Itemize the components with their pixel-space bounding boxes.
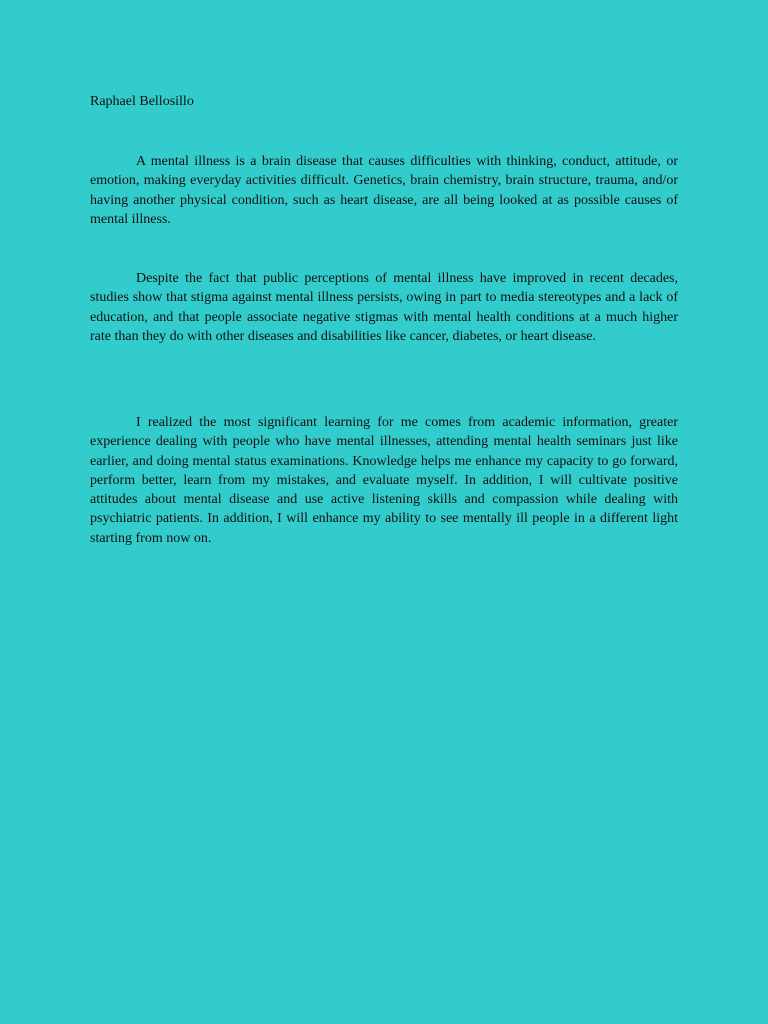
paragraph-definition: A mental illness is a brain disease that causes difficulties with thinking, conduct, attitude, or emotion, making everyday activities difficult. Genetics, brain chemistry, brain structure, trauma, and/or having another physical condition, such as heart disease, are all being looked at as possible causes of mental illness. xyxy=(90,154,678,227)
author-name: Raphael Bellosillo xyxy=(90,94,194,109)
paragraph-stigma: Despite the fact that public perceptions of mental illness have improved in recent decades, studies show that stigma against mental illness persists, owing in part to media stereotypes and a lack of education, and that people associate negative stigmas with mental health conditions at a much higher rate than they do with other diseases and disabilities like cancer, diabetes, or heart disease. xyxy=(90,271,678,344)
paragraph-reflection: I realized the most significant learning for me comes from academic information, greater experience dealing with people who have mental illnesses, attending mental health seminars just like earlier, and doing mental status examinations. Knowledge helps me enhance my capacity to go forward, perform better, learn from my mistakes, and evaluate myself. In addition, I will cultivate positive attitudes about mental disease and use active listening skills and compassion while dealing with psychiatric patients. In addition, I will enhance my ability to see mentally ill people in a different light starting from now on. xyxy=(90,415,678,546)
